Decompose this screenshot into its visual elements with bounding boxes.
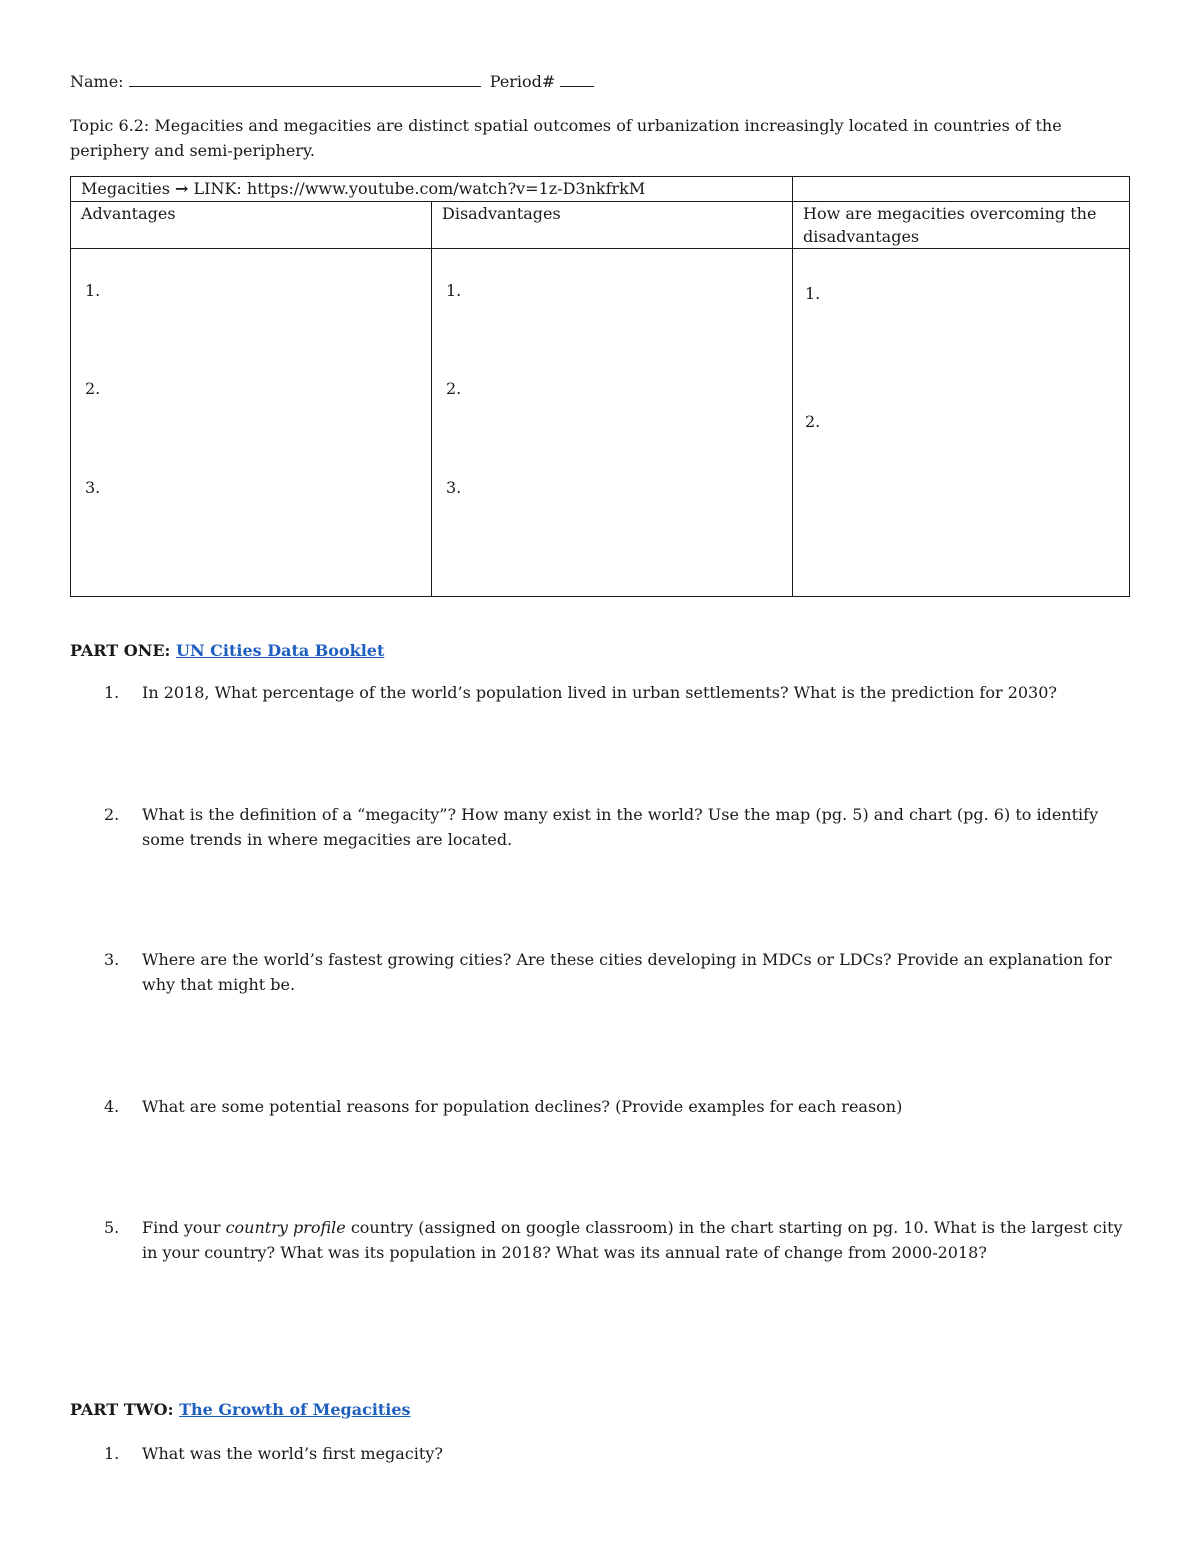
advantage-item: 2. xyxy=(85,379,101,398)
question-text: What is the definition of a “megacity”? How many exist in the world? Use the map (pg. 5) and chart (pg. 6) to identify some trends in where megacities are located. xyxy=(142,805,1099,849)
question-number: 1. xyxy=(104,1444,120,1463)
question-text xyxy=(142,1215,1137,1265)
question-text: Where are the world’s fastest growing cities? Are these cities developing in MDCs or LDCs? Provide an explanation for why that might be. xyxy=(142,950,1112,994)
period-label: Period# xyxy=(489,72,556,91)
question-number: 3. xyxy=(104,950,120,969)
advantages-cell[interactable] xyxy=(71,249,432,597)
part-two-heading xyxy=(70,1400,411,1419)
table-empty-cell xyxy=(793,177,1130,202)
un-cities-data-booklet-link[interactable]: UN Cities Data Booklet xyxy=(176,641,385,660)
question-text-part: country (assigned on google classroom) in the chart starting on pg. 10. What is the largest city in your country? What was its population in 2018? What was its annual rate of change from 2000-2018? xyxy=(142,1218,1123,1262)
question-text-part: Find your xyxy=(142,1218,226,1237)
video-link[interactable]: LINK: https://www.youtube.com/watch?v=1z-D3nkfrkM xyxy=(193,179,646,198)
overcoming-cell[interactable] xyxy=(793,249,1130,597)
header-overcoming: How are megacities overcoming the disadvantages xyxy=(793,202,1130,249)
megacities-label: Megacities xyxy=(81,179,170,198)
part-one-label: PART ONE: xyxy=(70,641,171,660)
megacities-table xyxy=(70,176,1130,597)
part-one-heading xyxy=(70,641,384,660)
header-advantages: Advantages xyxy=(71,202,432,249)
part-two-label: PART TWO: xyxy=(70,1400,174,1419)
question-number: 1. xyxy=(104,683,120,702)
question-number: 4. xyxy=(104,1097,120,1116)
disadvantage-item: 1. xyxy=(446,281,462,300)
topic-statement: Topic 6.2: Megacities and megacities are distinct spatial outcomes of urbanization increasingly located in countries of the periphery and semi-periphery. xyxy=(70,116,1062,160)
overcoming-item: 1. xyxy=(805,284,821,303)
advantage-item: 3. xyxy=(85,478,101,497)
advantage-item: 1. xyxy=(85,281,101,300)
growth-of-megacities-link[interactable]: The Growth of Megacities xyxy=(179,1400,411,1419)
overcoming-item: 2. xyxy=(805,412,821,431)
header-disadvantages: Disadvantages xyxy=(432,202,793,249)
name-blank[interactable] xyxy=(129,72,481,87)
name-label: Name: xyxy=(70,72,124,91)
disadvantage-item: 2. xyxy=(446,379,462,398)
arrow-icon: → xyxy=(175,179,189,198)
disadvantages-cell[interactable] xyxy=(432,249,793,597)
name-period-line xyxy=(70,72,594,91)
disadvantage-item: 3. xyxy=(446,478,462,497)
question-number: 5. xyxy=(104,1218,120,1237)
question-number: 2. xyxy=(104,805,120,824)
country-profile-term: country profile xyxy=(225,1218,346,1237)
question-text: What are some potential reasons for population declines? (Provide examples for each reason) xyxy=(142,1097,903,1116)
question-text: In 2018, What percentage of the world’s population lived in urban settlements? What is the prediction for 2030? xyxy=(142,683,1057,702)
table-link-cell xyxy=(71,177,793,202)
question-text: What was the world’s first megacity? xyxy=(142,1444,443,1463)
period-blank[interactable] xyxy=(560,72,594,87)
